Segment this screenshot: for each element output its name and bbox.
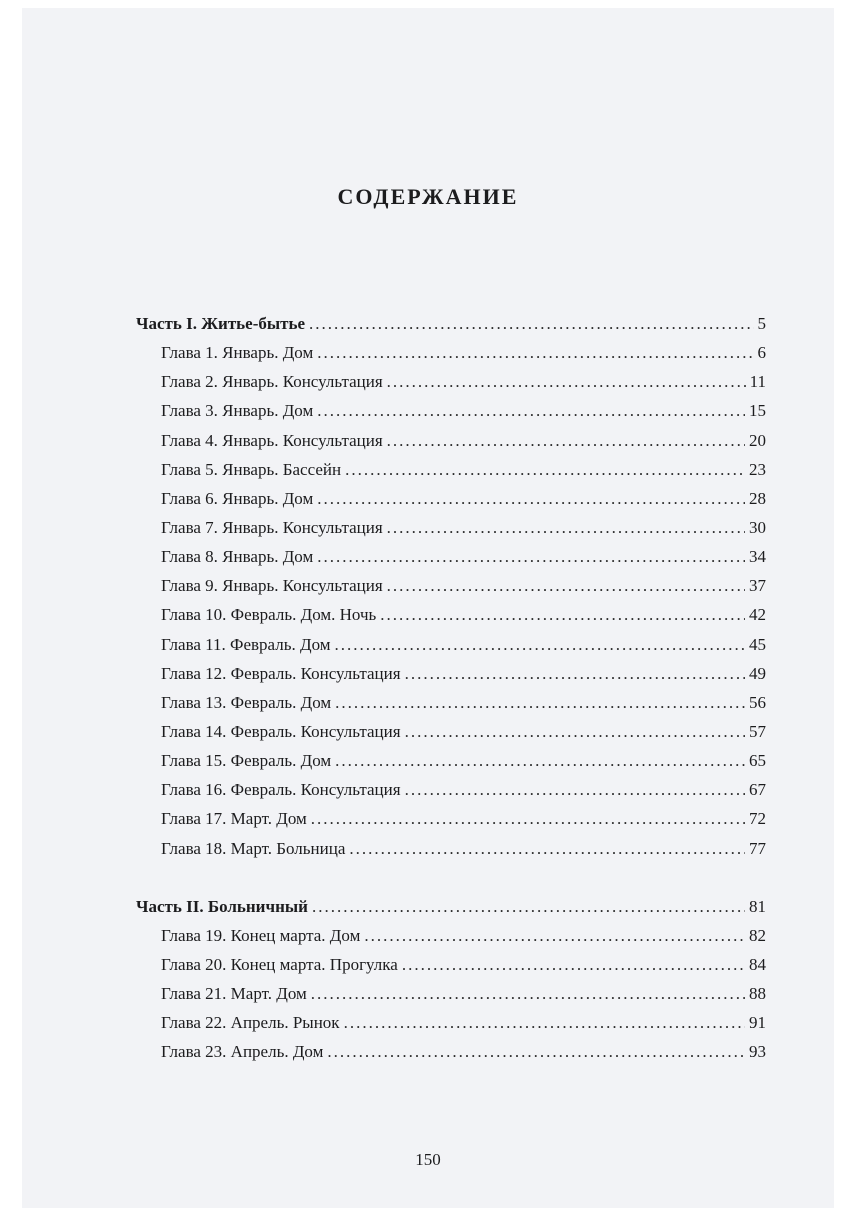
chapter-page-number: 30 bbox=[749, 517, 766, 537]
dot-leader bbox=[311, 809, 745, 829]
chapter-label: Глава 14. Февраль. Консультация bbox=[161, 721, 401, 741]
chapter-page-number: 88 bbox=[749, 984, 766, 1004]
chapter-page-number: 84 bbox=[749, 954, 766, 974]
page-title: СОДЕРЖАНИЕ bbox=[337, 184, 519, 209]
toc-chapter-entry bbox=[136, 693, 766, 722]
chapter-page-number: 34 bbox=[749, 547, 766, 567]
chapter-label: Глава 7. Январь. Консультация bbox=[161, 517, 383, 537]
toc-part-entry bbox=[136, 897, 766, 926]
chapter-page-number: 57 bbox=[749, 721, 766, 741]
chapter-label: Глава 21. Март. Дом bbox=[161, 984, 307, 1004]
dot-leader bbox=[387, 431, 745, 451]
chapter-page-number: 11 bbox=[749, 372, 766, 392]
toc-chapter-entry bbox=[136, 343, 766, 372]
toc-chapter-entry bbox=[136, 489, 766, 518]
chapter-label: Глава 4. Январь. Консультация bbox=[161, 430, 383, 450]
chapter-label: Глава 6. Январь. Дом bbox=[161, 488, 314, 508]
chapter-page-number: 28 bbox=[749, 488, 766, 508]
toc-chapter-entry bbox=[136, 664, 766, 693]
toc-chapter-entry bbox=[136, 926, 766, 955]
toc-chapter-entry bbox=[136, 401, 766, 430]
chapter-page-number: 45 bbox=[749, 634, 766, 654]
chapter-page-number: 72 bbox=[749, 809, 766, 829]
toc-chapter-entry bbox=[136, 751, 766, 780]
dot-leader bbox=[317, 401, 745, 421]
chapter-page-number: 67 bbox=[749, 780, 766, 800]
toc-chapter-entry bbox=[136, 839, 766, 868]
chapter-label: Глава 17. Март. Дом bbox=[161, 809, 307, 829]
toc-chapter-entry bbox=[136, 984, 766, 1013]
chapter-page-number: 82 bbox=[749, 925, 766, 945]
dot-leader bbox=[405, 722, 745, 742]
chapter-label: Глава 1. Январь. Дом bbox=[161, 343, 314, 363]
toc-chapter-entry bbox=[136, 605, 766, 634]
dot-leader bbox=[317, 343, 753, 363]
chapter-label: Глава 19. Конец марта. Дом bbox=[161, 925, 361, 945]
chapter-page-number: 77 bbox=[749, 838, 766, 858]
chapter-label: Глава 2. Январь. Консультация bbox=[161, 372, 383, 392]
dot-leader bbox=[387, 372, 746, 392]
chapter-label: Глава 10. Февраль. Дом. Ночь bbox=[161, 605, 377, 625]
dot-leader bbox=[311, 984, 745, 1004]
dot-leader bbox=[402, 955, 745, 975]
chapter-page-number: 91 bbox=[749, 1013, 766, 1033]
chapter-label: Глава 3. Январь. Дом bbox=[161, 401, 314, 421]
chapter-label: Глава 12. Февраль. Консультация bbox=[161, 663, 401, 683]
dot-leader bbox=[349, 839, 745, 859]
table-of-contents bbox=[136, 314, 766, 1072]
chapter-label: Глава 11. Февраль. Дом bbox=[161, 634, 331, 654]
dot-leader bbox=[309, 314, 753, 334]
dot-leader bbox=[345, 460, 745, 480]
toc-chapter-entry bbox=[136, 431, 766, 460]
chapter-page-number: 56 bbox=[749, 692, 766, 712]
toc-chapter-entry bbox=[136, 780, 766, 809]
part-page-number: 81 bbox=[749, 896, 766, 916]
chapter-label: Глава 13. Февраль. Дом bbox=[161, 692, 332, 712]
dot-leader bbox=[344, 1013, 745, 1033]
chapter-label: Глава 23. Апрель. Дом bbox=[161, 1042, 324, 1062]
dot-leader bbox=[387, 576, 745, 596]
chapter-label: Глава 5. Январь. Бассейн bbox=[161, 459, 342, 479]
toc-chapter-entry bbox=[136, 809, 766, 838]
chapter-label: Глава 15. Февраль. Дом bbox=[161, 751, 332, 771]
dot-leader bbox=[335, 635, 745, 655]
toc-part-entry bbox=[136, 314, 766, 343]
dot-leader bbox=[335, 751, 745, 771]
dot-leader bbox=[317, 489, 745, 509]
chapter-label: Глава 9. Январь. Консультация bbox=[161, 576, 383, 596]
dot-leader bbox=[335, 693, 745, 713]
toc-list bbox=[136, 314, 766, 1072]
dot-leader bbox=[312, 897, 745, 917]
dot-leader bbox=[317, 547, 745, 567]
toc-chapter-entry bbox=[136, 460, 766, 489]
chapter-page-number: 65 bbox=[749, 751, 766, 771]
toc-chapter-entry bbox=[136, 1042, 766, 1071]
chapter-page-number: 93 bbox=[749, 1042, 766, 1062]
page-number: 150 bbox=[415, 1150, 441, 1169]
book-page bbox=[22, 8, 834, 1208]
toc-chapter-entry bbox=[136, 1013, 766, 1042]
part-label: Часть II. Больничный bbox=[136, 896, 308, 916]
chapter-page-number: 20 bbox=[749, 430, 766, 450]
dot-leader bbox=[327, 1042, 745, 1062]
toc-chapter-entry bbox=[136, 722, 766, 751]
chapter-label: Глава 20. Конец марта. Прогулка bbox=[161, 954, 398, 974]
chapter-label: Глава 22. Апрель. Рынок bbox=[161, 1013, 340, 1033]
dot-leader bbox=[380, 605, 745, 625]
part-page-number: 5 bbox=[757, 314, 766, 333]
part-label: Часть I. Житье-бытье bbox=[136, 314, 306, 333]
dot-leader bbox=[364, 926, 745, 946]
toc-chapter-entry bbox=[136, 635, 766, 664]
toc-chapter-entry bbox=[136, 955, 766, 984]
chapter-page-number: 42 bbox=[749, 605, 766, 625]
dot-leader bbox=[387, 518, 745, 538]
chapter-label: Глава 8. Январь. Дом bbox=[161, 547, 314, 567]
chapter-label: Глава 16. Февраль. Консультация bbox=[161, 780, 401, 800]
chapter-page-number: 37 bbox=[749, 576, 766, 596]
chapter-label: Глава 18. Март. Больница bbox=[161, 838, 346, 858]
part-spacer bbox=[136, 868, 766, 897]
dot-leader bbox=[405, 664, 745, 684]
toc-chapter-entry bbox=[136, 576, 766, 605]
toc-chapter-entry bbox=[136, 547, 766, 576]
chapter-page-number: 49 bbox=[749, 663, 766, 683]
toc-chapter-entry bbox=[136, 518, 766, 547]
chapter-page-number: 23 bbox=[749, 459, 766, 479]
chapter-page-number: 6 bbox=[757, 343, 766, 363]
dot-leader bbox=[405, 780, 745, 800]
chapter-page-number: 15 bbox=[749, 401, 766, 421]
toc-chapter-entry bbox=[136, 372, 766, 401]
